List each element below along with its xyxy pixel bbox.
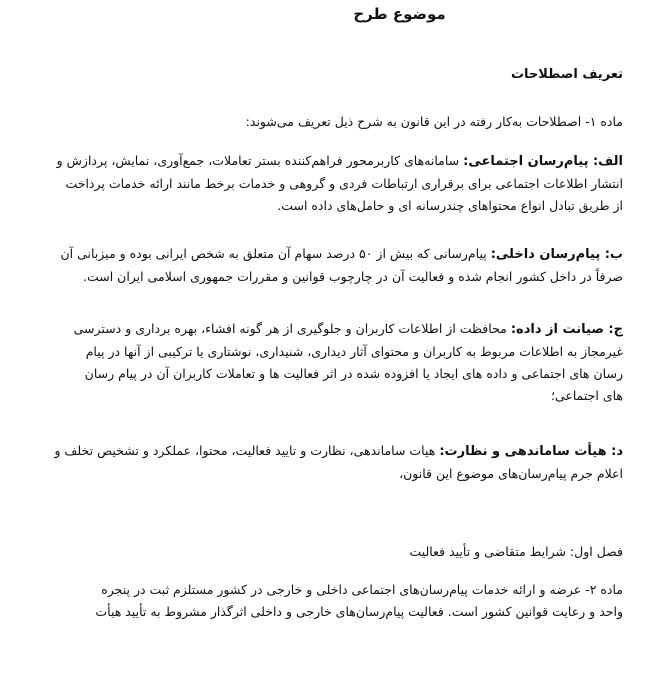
article-2-line-1: ماده ۲- عرضه و ارائه خدمات پیام‌رسان‌های اجتماعی داخلی و خارجی در کشور مستلزم ثبت در پنجره — [101, 582, 623, 597]
clause-alef-term: الف: پیام‌رسان اجتماعی: — [463, 154, 623, 169]
page-title — [0, 3, 661, 25]
article-2 — [33, 579, 623, 623]
clause-alef-text-1: سامانه‌های کاربرمحور فراهم‌کننده بستر تعاملات، جمع‌آوری، نمایش، پردازش و — [56, 153, 460, 168]
clause-jim-line-4: های اجتماعی؛ — [550, 388, 623, 403]
clause-jim — [33, 318, 623, 407]
clause-be-text-1: پیام‌رسانی که بیش از ۵۰ درصد سهام آن متعلق به شخص ایرانی بوده و میزبانی آن — [60, 246, 487, 261]
clause-jim-line-2: غیرمجاز به اطلاعات مربوط به کاربران و محتوای آثار دیداری، شنیداری، نوشتاری یا ترکیبی از آنها در پیام — [85, 344, 623, 359]
clause-be-line-2: صرفاً در داخل کشور انجام شده و فعالیت آن در چارچوب قوانین و مقررات جمهوری اسلامی ایران است. — [82, 269, 623, 284]
article-2-line-2: واحد و رعایت قوانین کشور است. فعالیت پیام‌رسان‌های خارجی و داخلی اثرگذار مشروط به تأیید هیأت — [95, 604, 623, 619]
clause-dal-text-1: هیات ساماندهی، نظارت و تایید فعالیت، محتوا، عملکرد و تشخیص تخلف و — [54, 443, 436, 458]
clause-alef-line-2: انتشار اطلاعات اجتماعی برای برقراری ارتباطات فردی و گروهی و خدمات برخط مانند ارائه خدمات پرداخت — [65, 176, 623, 191]
clause-alef-line-1 — [33, 150, 623, 173]
clause-be — [33, 243, 623, 288]
clause-jim-text-1: محافظت از اطلاعات کاربران و جلوگیری از هر گونه افشاء، بهره برداری و دسترسی — [73, 321, 507, 336]
clause-alef — [33, 150, 623, 217]
definitions-heading: تعریف اصطلاحات — [510, 67, 623, 82]
article-1-intro: ماده ۱- اصطلاحات به‌کار رفته در این قانون به شرح ذیل تعریف می‌شوند: — [245, 114, 623, 129]
clause-be-line-1 — [33, 243, 623, 266]
clause-alef-line-3: از طریق تبادل انواع محتواهای چندرسانه ای و حامل‌های داده است. — [277, 198, 623, 213]
clause-jim-term: ج: صیانت از داده: — [510, 322, 623, 337]
clause-jim-line-3: رسان های اجتماعی و داده های ایجاد یا افزوده شده در اثر فعالیت ها و تعاملات کاربران آن در پیام رسان — [84, 366, 623, 381]
clause-jim-line-1 — [33, 318, 623, 341]
clause-dal-term: د: هیأت ساماندهی و نظارت: — [439, 444, 623, 459]
clause-be-term: ب: پیام‌رسان داخلی: — [490, 247, 623, 262]
clause-dal — [33, 440, 623, 485]
chapter-1-heading: فصل اول: شرایط متقاضی و تأیید فعالیت — [409, 544, 623, 559]
clause-dal-line-1 — [33, 440, 623, 463]
clause-dal-line-2: اعلام جرم پیام‌رسان‌های موضوع این قانون، — [399, 466, 623, 481]
page-title-text: موضوع طرح — [353, 5, 446, 23]
